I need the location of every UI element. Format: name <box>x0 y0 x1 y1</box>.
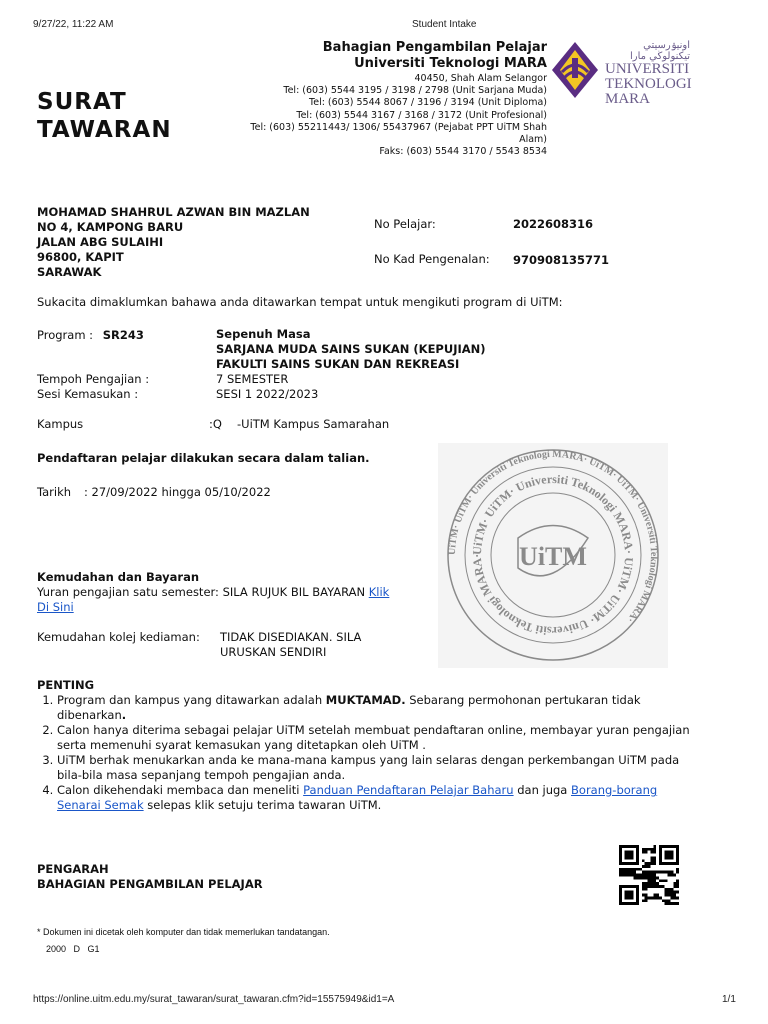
penting-item-1-text-c: Sebarang permohonan pertukaran tidak dibenarkan <box>57 693 641 722</box>
registration-note: Pendaftaran pelajar dilakukan secara dalam talian. <box>37 451 370 465</box>
penting-item-4 <box>57 783 702 813</box>
facilities-heading: Kemudahan dan Bayaran <box>37 570 200 584</box>
recipient-address <box>37 205 310 280</box>
ic-number-value: 970908135771 <box>513 253 610 267</box>
penting-item-3: 3. UiTM berhak menukarkan anda ke mana-mana kampus yang lain selaras dengan perkembangan UiTM pada bila-bila masa sepanjang tempoh pengajian anda. <box>57 753 702 783</box>
kampus-value: -UiTM Kampus Samarahan <box>237 417 390 431</box>
signature-line1: PENGARAH <box>37 862 109 876</box>
logo-line2: TEKNOLOGI <box>605 76 692 92</box>
address-line: Tel: (603) 55211443/ 1306/ 55437967 (Pejabat PPT UiTM Shah <box>250 121 547 133</box>
stamp-center-text: UiTM <box>519 542 587 571</box>
tempoh-value: 7 SEMESTER <box>216 372 289 386</box>
print-datetime: 9/27/22, 11:22 AM <box>33 19 114 30</box>
logo-arabic: اونيۏرسيتي تيكنولوڬي مارا <box>629 40 690 62</box>
kolej-value <box>220 630 361 660</box>
program-label-text: Program : <box>37 328 94 342</box>
recipient-line: MOHAMAD SHAHRUL AZWAN BIN MAZLAN <box>37 205 310 219</box>
logo-line1: UNIVERSITI <box>605 61 690 77</box>
fee-text <box>37 585 407 615</box>
fee-link-di-sini[interactable]: Di Sini <box>37 600 74 614</box>
intro-text: Sukacita dimaklumkan bahawa anda ditawarkan tempat untuk mengikuti program di UiTM: <box>37 295 563 309</box>
letter-title <box>37 88 172 144</box>
program-mode: Sepenuh Masa <box>216 327 311 341</box>
print-page-title: Student Intake <box>412 19 477 30</box>
sesi-label: Sesi Kemasukan : <box>37 387 139 401</box>
print-url: https://online.uitm.edu.my/surat_tawaran/surat_tawaran.cfm?id=15575949&id1=A <box>33 994 395 1005</box>
penting-item-1-text-a: Program dan kampus yang ditawarkan adalah <box>57 693 326 707</box>
penting-item-4-text-a: Calon dikehendaki membaca dan meneliti <box>57 783 304 797</box>
penting-item-1 <box>57 693 702 723</box>
print-page-number: 1/1 <box>722 994 736 1005</box>
program-name: SARJANA MUDA SAINS SUKAN (KEPUJIAN) <box>216 342 486 356</box>
program-code: SR243 <box>102 328 144 342</box>
letter-title-line1: SURAT <box>37 89 127 115</box>
official-stamp <box>438 443 668 668</box>
qr-code-icon <box>619 845 679 905</box>
penting-heading: PENTING <box>37 678 95 692</box>
penting-item-4-text-c: selepas klik setuju terima tawaran UiTM. <box>143 798 382 812</box>
address-line: Faks: (603) 5544 3170 / 5543 8534 <box>379 146 547 158</box>
recipient-line: SARAWAK <box>37 265 102 279</box>
recipient-line: NO 4, KAMPONG BARU <box>37 220 184 234</box>
sesi-value: SESI 1 2022/2023 <box>216 387 319 401</box>
panduan-pendaftaran-link[interactable]: Panduan Pendaftaran Pelajar Baharu <box>303 783 514 797</box>
penting-item-1-end: . <box>121 708 127 722</box>
program-meta-labels <box>37 372 149 402</box>
penting-item-2: 2. Calon hanya diterima sebagai pelajar UiTM setelah membuat pendaftaran online, membayar yuran pengajian serta memenuhi syarat kemasukan yang ditetapkan oleh UiTM . <box>57 723 702 753</box>
borang-senarai-semak-link[interactable]: Borang-borang Senarai Semak <box>57 783 658 812</box>
address-line: Alam) <box>519 134 547 146</box>
program-faculty: FAKULTI SAINS SUKAN DAN REKREASI <box>216 357 460 371</box>
signature-block <box>37 862 263 892</box>
tempoh-label: Tempoh Pengajian : <box>37 372 150 386</box>
kolej-value-line2: URUSKAN SENDIRI <box>220 645 327 659</box>
penting-item-4-text-b: dan juga <box>513 783 572 797</box>
fee-text-body: Yuran pengajian satu semester: SILA RUJUK BIL BAYARAN <box>37 585 369 599</box>
student-number-label: No Pelajar: <box>374 217 436 231</box>
stamp-outer-ring-text: UiTM· UiTM· Universiti Teknologi MARA· UiTM· UiTM· Universiti Teknologi MARA· <box>446 448 660 625</box>
logo-line3: MARA <box>605 91 651 107</box>
kolej-value-line1: TIDAK DISEDIAKAN. SILA <box>220 630 362 644</box>
program-details <box>216 327 486 402</box>
department-name: Bahagian Pengambilan Pelajar <box>322 40 547 55</box>
penting-list <box>37 693 702 813</box>
program-label <box>37 328 144 342</box>
tarikh-label: Tarikh <box>37 485 72 499</box>
address-line: Tel: (603) 5544 8067 / 3196 / 3194 (Unit Diploma) <box>309 97 547 109</box>
stamp-inner-ring-text: UiTM· UiTM· Universiti Teknologi MARA· UiTM· UiTM· Universiti Teknologi MARA· <box>469 471 637 639</box>
recipient-line: 96800, KAPIT <box>37 250 124 264</box>
kolej-label: Kemudahan kolej kediaman: <box>37 630 200 644</box>
address-line: 40450, Shah Alam Selangor <box>414 73 547 84</box>
disclaimer-text: * Dokumen ini dicetak oleh komputer dan tidak memerlukan tandatangan. <box>37 927 330 937</box>
fee-link-klik[interactable]: Klik <box>368 585 390 599</box>
recipient-line: JALAN ABG SULAIHI <box>37 235 164 249</box>
kampus-label: Kampus <box>37 417 84 431</box>
department-header <box>217 40 547 158</box>
tarikh-value: : 27/09/2022 hingga 05/10/2022 <box>84 485 271 499</box>
signature-line2: BAHAGIAN PENGAMBILAN PELAJAR <box>37 877 263 891</box>
uitm-logo-wordmark <box>605 40 705 107</box>
address-line: Tel: (603) 5544 3195 / 3198 / 2798 (Unit Sarjana Muda) <box>283 85 547 97</box>
address-line: Tel: (603) 5544 3167 / 3168 / 3172 (Unit Profesional) <box>296 109 547 121</box>
document-code: 2000 D G1 <box>46 944 100 954</box>
university-name: Universiti Teknologi MARA <box>354 56 547 71</box>
letter-title-line2: TAWARAN <box>37 117 172 143</box>
uitm-crest-icon <box>550 40 600 102</box>
kampus-separator: :Q <box>209 417 222 431</box>
department-address <box>217 73 547 158</box>
ic-number-label: No Kad Pengenalan: <box>374 252 490 266</box>
penting-item-1-emphasis: MUKTAMAD. <box>325 693 406 707</box>
student-number-value: 2022608316 <box>513 217 594 231</box>
